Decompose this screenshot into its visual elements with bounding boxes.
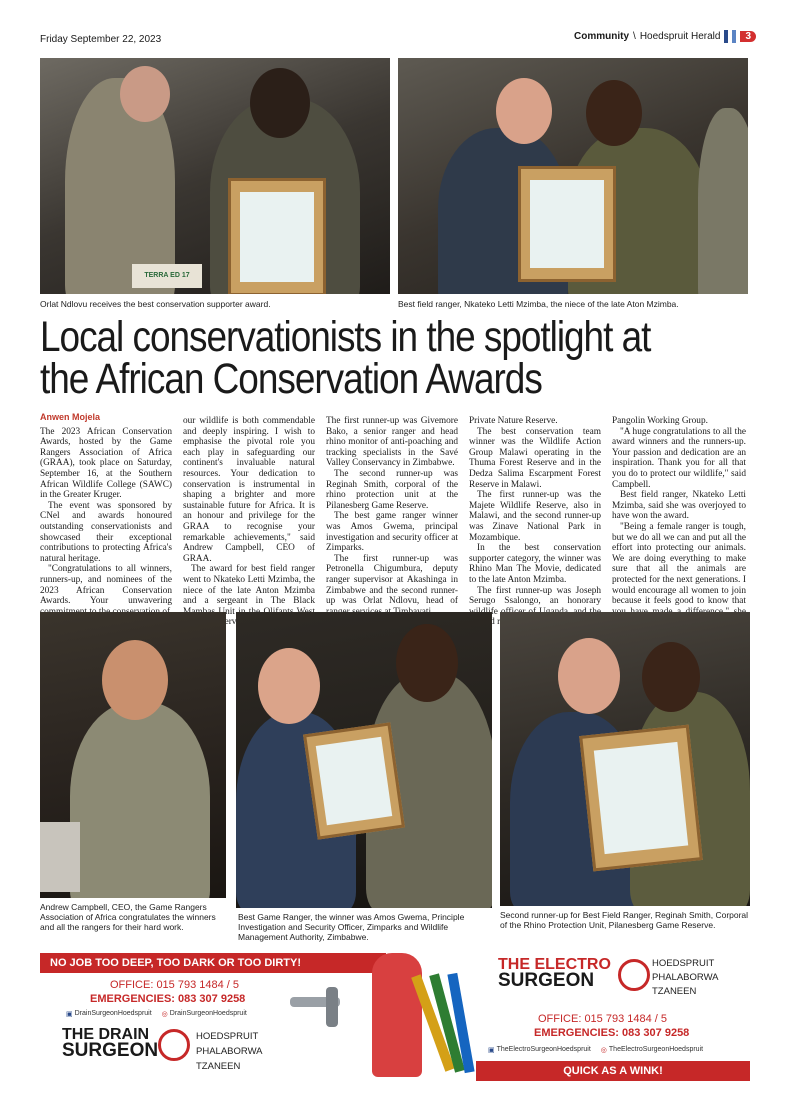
person-figure [396, 624, 458, 702]
pipe-illustration [372, 953, 422, 1077]
electro-logo-line1: THE ELECTRO [498, 956, 611, 973]
electro-emergency-phone: EMERGENCIES: 083 307 9258 [534, 1027, 690, 1039]
ad-tagline: QUICK AS A WINK! [563, 1065, 663, 1077]
article-paragraph: The second runner-up was Reginah Smith, corporal of the rhino protection unit at the Pilanesberg Game Reserve. [326, 468, 458, 511]
drain-town: HOEDSPRUIT [196, 1031, 259, 1042]
article-paragraph: "Congratulations to all winners, runners-up, and nominees of the 2023 African Conservation Awards. Your unwavering [40, 564, 172, 607]
issue-date: Friday September 22, 2023 [40, 34, 162, 45]
photo-caption: Second runner-up for Best Field Ranger, Reginah Smith, Corporal of the Rhino Protection Unit, Pilanesberg Game Reserve. [500, 910, 749, 930]
person-figure [586, 80, 642, 146]
article-paragraph: The first runner-up was Givemore Bako, a senior ranger and head rhino monitor of anti-poaching and tracking specialists in the Savé Valley Conservancy in Zimbabwe. [326, 416, 458, 469]
article-column-1 [40, 412, 172, 617]
electro-office-phone: OFFICE: 015 793 1484 / 5 [538, 1013, 668, 1025]
person-figure [102, 640, 168, 720]
page-number: 3 [740, 31, 756, 42]
drain-office-phone: OFFICE: 015 793 1484 / 5 [110, 979, 240, 991]
person-figure [70, 702, 210, 898]
sign-plaque: TERRA ED 17 [132, 264, 202, 288]
article-paragraph: The 2023 African Conservation Awards, hosted by the Game Rangers Association of Africa (GRAA), took place on Saturday, September 16, at the Southern African Wildlife College (SAWC) in the Greater Kruger. [40, 426, 172, 501]
drain-logo-mark [158, 1029, 190, 1061]
electro-logo-mark [618, 959, 650, 991]
person-figure [642, 642, 700, 712]
drain-emergency-phone: EMERGENCIES: 083 307 9258 [90, 993, 246, 1005]
electro-town: PHALABORWA [652, 972, 719, 983]
article-paragraph: "Being a female ranger is tough, but we do all we can and put all the effort into protecting our animals. We are doing everything to make sure that all the animals are protected for the next generations. I would encourage all women to join because it feels good to know that [612, 521, 746, 607]
page-header: Community \ Hoedspruit Herald 3 [574, 30, 756, 43]
drain-surgeon-logo [62, 1027, 158, 1060]
ad-slogan: NO JOB TOO DEEP, TOO DARK OR TOO DIRTY! [50, 957, 301, 969]
photo-reginah-smith [500, 612, 750, 906]
person-figure [120, 66, 170, 122]
photo-caption: Best field ranger, Nkateko Letti Mzimba, the niece of the late Aton Mzimba. [398, 299, 679, 309]
tap-illustration [290, 979, 360, 1039]
electro-social [488, 1046, 703, 1054]
article-paragraph: The first runner-up was the Majete Wildlife Reserve, also in Malawi, and the second runner-up was Zinave National Park in Mozambique. [469, 490, 601, 543]
header-bar [732, 30, 736, 43]
article-column-5 [612, 416, 746, 628]
instagram-icon: ◎ [600, 1047, 607, 1054]
ad-banner-right [476, 1061, 750, 1081]
electro-town: HOEDSPRUIT [652, 958, 715, 969]
article-column-3 [326, 416, 458, 617]
instagram-icon: ◎ [161, 1011, 168, 1018]
person-figure [250, 68, 310, 138]
award-certificate [579, 725, 703, 872]
article-column-2 [183, 416, 315, 628]
article-paragraph: The best conservation team winner was the Wildlife Action Group Malawi operating in the Thuma Forest Reserve and in the Dedza Salima Escarpment Forest Reserve in Malawi. [469, 426, 601, 490]
cable-illustration [424, 953, 480, 1077]
person-figure [558, 638, 620, 714]
article-paragraph: The award for best field ranger went to Nkateko Letti Mzimba, the niece of the late Anton Mzimba and a sergeant in The Black Unit Reserve. [183, 564, 315, 628]
publication-name: Hoedspruit Herald [639, 31, 721, 42]
award-certificate [303, 722, 405, 839]
electro-instagram: TheElectroSurgeonHoedspruit [608, 1046, 704, 1053]
electro-logo-line2: SURGEON [498, 970, 595, 992]
header-bar [724, 30, 728, 43]
facebook-icon: ▣ [66, 1011, 73, 1018]
photo-amos-gwema [236, 612, 492, 908]
article-column-4 [469, 416, 601, 628]
person-figure [258, 648, 320, 724]
drain-town: PHALABORWA [196, 1046, 263, 1057]
projection-screen [40, 822, 80, 892]
article-paragraph: Private Nature Reserve. [469, 416, 558, 426]
ad-banner-left [40, 953, 386, 973]
photo-orlat-ndlovu [40, 58, 390, 294]
drain-towns [196, 1029, 263, 1074]
drain-logo-line2: SURGEON [62, 1040, 159, 1062]
photo-nkateko-mzimba [398, 58, 748, 294]
article-paragraph: In the best conservation supporter category, the winner was Rhino Man The Movie, dedicated to the late Anton Mzimba. [469, 543, 601, 585]
person-figure [496, 78, 552, 144]
photo-caption: Best Game Ranger, the winner was Amos Gwema, Principle Investigation and Security Officer, Zimparks and Wildlife Management Authority, Zimbabwe. [238, 912, 465, 942]
section-name: Community [574, 31, 630, 42]
drain-social [66, 1010, 247, 1018]
article-byline: Anwen Mojela [40, 412, 101, 422]
article-paragraph: The event was sponsored by CNel and awards honoured outstanding conservationists and showcased their exceptional contributions to protecting Africa's natural heritage. [40, 500, 172, 564]
electro-town: TZANEEN [652, 986, 697, 997]
facebook-icon: ▣ [488, 1047, 495, 1054]
photo-caption: Andrew Campbell, CEO, the Game Rangers Association of Africa congratulates the winners and all the rangers for their hard work. [40, 902, 216, 932]
drain-logo-line1: THE DRAIN [62, 1026, 150, 1043]
article-paragraph: The first runner-up was Joseph Serugo Ssalongo, an honorary [469, 585, 601, 607]
photo-caption: Orlat Ndlovu receives the best conservation supporter award. [40, 299, 271, 309]
article-paragraph: Pangolin Working Group. [612, 416, 708, 426]
article-paragraph: Best field ranger, Nkateko Letti Mzimba, said she was overjoyed to have won the award. [612, 490, 746, 522]
award-certificate [518, 166, 616, 282]
electro-facebook: TheElectroSurgeonHoedspruit [496, 1046, 591, 1053]
article-paragraph: The first runner-up was Petronella Chigumbura, deputy ranger supervisor at Akashinga in Zimbabwe and the second runner-up was Orlat Ndlovu, head of [326, 553, 458, 607]
electro-surgeon-logo [498, 957, 611, 990]
article-paragraph: our wildlife is both commendable and deeply inspiring. I wish to emphasise the pivotal role you each play in safeguarding our continent's invaluable natural resources. Your dedication to conservation is instrumental in shaping a brighter and more sustainable future for Africa. It is an honour and privilege for the GRAA to recognise your remarkable achievements," said Andrew Campbell, CEO of GRAA. [183, 416, 315, 564]
drain-instagram: DrainSurgeonHoedspruit [169, 1010, 247, 1017]
person-figure [698, 108, 748, 294]
advertisement [40, 953, 750, 1081]
drain-facebook: DrainSurgeonHoedspruit [74, 1010, 152, 1017]
article-headline: Local conservationists in the spotlight at the African Conservation Awards [40, 313, 651, 403]
article-paragraph: "A huge congratulations to all the award winners and the runners-up. Your passion and dedication are an inspiration. Thank you for all that you do to protect our wildlife," said Campbell. [612, 426, 746, 490]
photo-andrew-campbell [40, 612, 226, 898]
drain-town: TZANEEN [196, 1061, 241, 1072]
electro-towns [652, 957, 719, 999]
article-paragraph: The best game ranger winner was Amos Gwema, principal investigation and security officer at Zimparks. [326, 511, 458, 554]
award-certificate [228, 178, 326, 294]
